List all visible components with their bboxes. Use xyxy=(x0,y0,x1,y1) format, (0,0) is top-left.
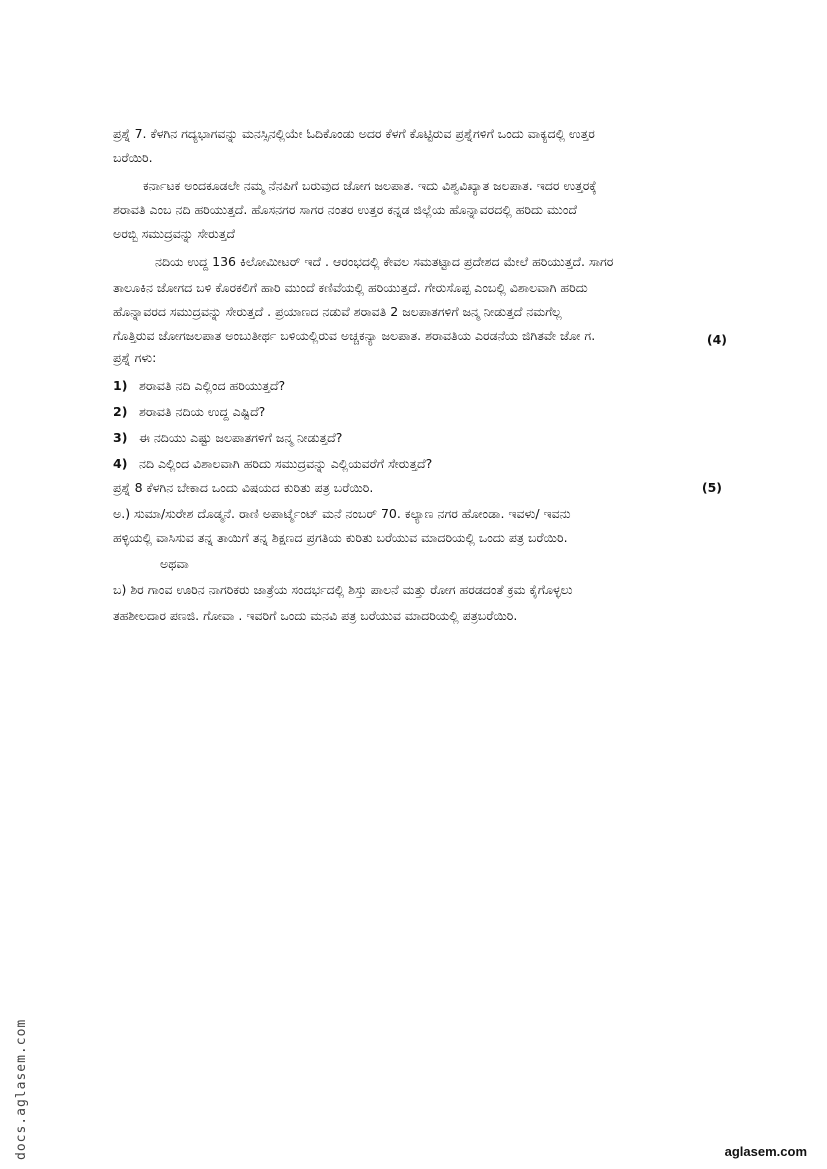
option-a-line-1: ಅ.) ಸುಮಾ/ಸುರೇಶ ದೊಡ್ಮನೆ. ರಾಣಿ ಅಪಾರ್ಟ್ಮೆಂಟ್ ಮನೆ ನಂಬರ್ 70. ಕಲ್ಯಾಣ ನಗರ ಹೋಂಡಾ. ಇವಳು/ ಇವನು xyxy=(113,506,571,521)
option-a-line-2: ಹಳ್ಳಿಯಲ್ಲಿ ವಾಸಿಸುವ ತನ್ನ ತಾಯಿಗೆ ತನ್ನ ಶಿಕ್ಷಣದ ಪ್ರಗತಿಯ ಕುರಿತು ಬರೆಯುವ ಮಾದರಿಯಲ್ಲಿ ಒಂದು ಪತ್ರ ಬರೆಯಿರಿ. xyxy=(113,530,568,545)
question-item xyxy=(113,404,727,420)
question-number: 4) xyxy=(113,456,128,471)
passage-paragraph-2-line-1: ನದಿಯ ಉದ್ದ 136 ಕಿಲೋಮೀಟರ್ ಇದೆ . ಆರಂಭದಲ್ಲಿ ಕೇವಲ ಸಮತಟ್ಟಾದ ಪ್ರದೇಶದ ಮೇಲೆ ಹರಿಯುತ್ತದೆ. ಸಾಗರ xyxy=(155,254,614,269)
question-8-heading: ಪ್ರಶ್ನೆ 8 ಕೆಳಗಿನ ಬೇಕಾದ ಒಂದು ವಿಷಯದ ಕುರಿತು ಪತ್ರ ಬರೆಯಿರಿ. xyxy=(113,480,374,495)
passage-paragraph-2-line-4: ಗೊತ್ತಿರುವ ಜೋಗಜಲಪಾತ ಅಂಬುತೀರ್ಥ ಬಳಿಯಲ್ಲಿರುವ ಅಚ್ಚಕನ್ಯಾ ಜಲಪಾತ. ಶರಾವತಿಯ ಎರಡನೆಯ ಜಿಗಿತವೇ ಜೋ ಗ. xyxy=(113,328,596,343)
question-8-marks: (5) xyxy=(701,480,722,495)
or-label: ಅಥವಾ xyxy=(160,556,189,571)
question-number: 2) xyxy=(113,404,128,419)
question-7-heading-continued: ಬರೆಯಿರಿ. xyxy=(113,150,153,165)
question-text: ನದಿ ಎಲ್ಲಿಂದ ವಿಶಾಲವಾಗಿ ಹರಿದು ಸಮುದ್ರವನ್ನು ಎಲ್ಲಿಯವರೆಗೆ ಸೇರುತ್ತದೆ? xyxy=(139,456,433,471)
option-b-line-1: ಬ) ಶಿರ ಗಾಂವ ಊರಿನ ನಾಗರಿಕರು ಜಾತ್ರೆಯ ಸಂದರ್ಭದಲ್ಲಿ ಶಿಸ್ತು ಪಾಲನೆ ಮತ್ತು ರೋಗ ಹರಡದಂತೆ ಕ್ರಮ ಕೈಗೊಳ್ಳಲು xyxy=(113,582,573,597)
question-7-marks: (4) xyxy=(706,332,727,347)
option-b-line-2: ತಹಶೀಲದಾರ ಪಣಜಿ. ಗೋವಾ . ಇವರಿಗೆ ಒಂದು ಮನವಿ ಪತ್ರ ಬರೆಯುವ ಮಾದರಿಯಲ್ಲಿ ಪತ್ರಬರೆಯಿರಿ. xyxy=(113,608,518,623)
watermark-url: docs.aglasem.com xyxy=(14,1018,29,1160)
footer-brand: aglasem.com xyxy=(724,1144,807,1159)
question-text: ಶರಾವತಿ ನದಿ ಎಲ್ಲಿಂದ ಹರಿಯುತ್ತದೆ? xyxy=(139,378,286,393)
question-item xyxy=(113,430,727,446)
passage-paragraph-1-line-2: ಶರಾವತಿ ಎಂಬ ನದಿ ಹರಿಯುತ್ತದೆ. ಹೊಸನಗರ ಸಾಗರ ನಂತರ ಉತ್ತರ ಕನ್ನಡ ಜಿಲ್ಲೆಯ ಹೊನ್ನಾವರದಲ್ಲಿ ಹರಿದು ಮುಂದೆ xyxy=(113,202,577,217)
question-item xyxy=(113,378,727,394)
question-number: 3) xyxy=(113,430,128,445)
question-item xyxy=(113,456,727,472)
question-text: ಶರಾವತಿ ನದಿಯ ಉದ್ದ ಎಷ್ಟಿದೆ? xyxy=(139,404,266,419)
question-number: 1) xyxy=(113,378,128,393)
question-text: ಈ ನದಿಯು ಎಷ್ಟು ಜಲಪಾತಗಳಿಗೆ ಜನ್ಮ ನೀಡುತ್ತದೆ? xyxy=(139,430,343,445)
questions-label: ಪ್ರಶ್ನೆ ಗಳು: xyxy=(113,350,157,365)
passage-paragraph-1-line-1: ಕರ್ನಾಟಕ ಅಂದಕೂಡಲೇ ನಮ್ಮ ನೆನಪಿಗೆ ಬರುವುದ ಜೋಗ ಜಲಪಾತ. ಇದು ವಿಶ್ವವಿಖ್ಯಾತ ಜಲಪಾತ. ಇದರ ಉತ್ತರಕ್ಕೆ xyxy=(143,178,597,193)
question-7-heading: ಪ್ರಶ್ನೆ 7. ಕೆಳಗಿನ ಗದ್ಯಭಾಗವನ್ನು ಮನಸ್ಸಿನಲ್ಲಿಯೇ ಓದಿಕೊಂಡು ಅದರ ಕೆಳಗೆ ಕೊಟ್ಟಿರುವ ಪ್ರಶ್ನೆಗಳಿಗೆ ಒಂದು ವಾಕ್ಯದಲ್ಲಿ ಉತ್ತರ xyxy=(113,126,595,141)
passage-paragraph-2-line-3: ಹೊನ್ನಾವರದ ಸಮುದ್ರವನ್ನು ಸೇರುತ್ತದೆ . ಪ್ರಯಾಣದ ನಡುವೆ ಶರಾವತಿ 2 ಜಲಪಾತಗಳಿಗೆ ಜನ್ಮ ನೀಡುತ್ತದೆ ನಮಗೆಲ್ಲ xyxy=(113,304,562,319)
passage-paragraph-2-line-2: ತಾಲೂಕಿನ ಜೋಗದ ಬಳಿ ಕೊರಕಲಿಗೆ ಹಾರಿ ಮುಂದೆ ಕಣಿವೆಯಲ್ಲಿ ಹರಿಯುತ್ತದೆ. ಗೇರುಸೊಪ್ಪ ಎಂಬಲ್ಲಿ ವಿಶಾಲವಾಗಿ ಹರಿದು xyxy=(113,280,588,295)
passage-paragraph-1-line-3: ಅರಬ್ಬಿ ಸಮುದ್ರವನ್ನು ಸೇರುತ್ತದೆ xyxy=(113,226,235,241)
